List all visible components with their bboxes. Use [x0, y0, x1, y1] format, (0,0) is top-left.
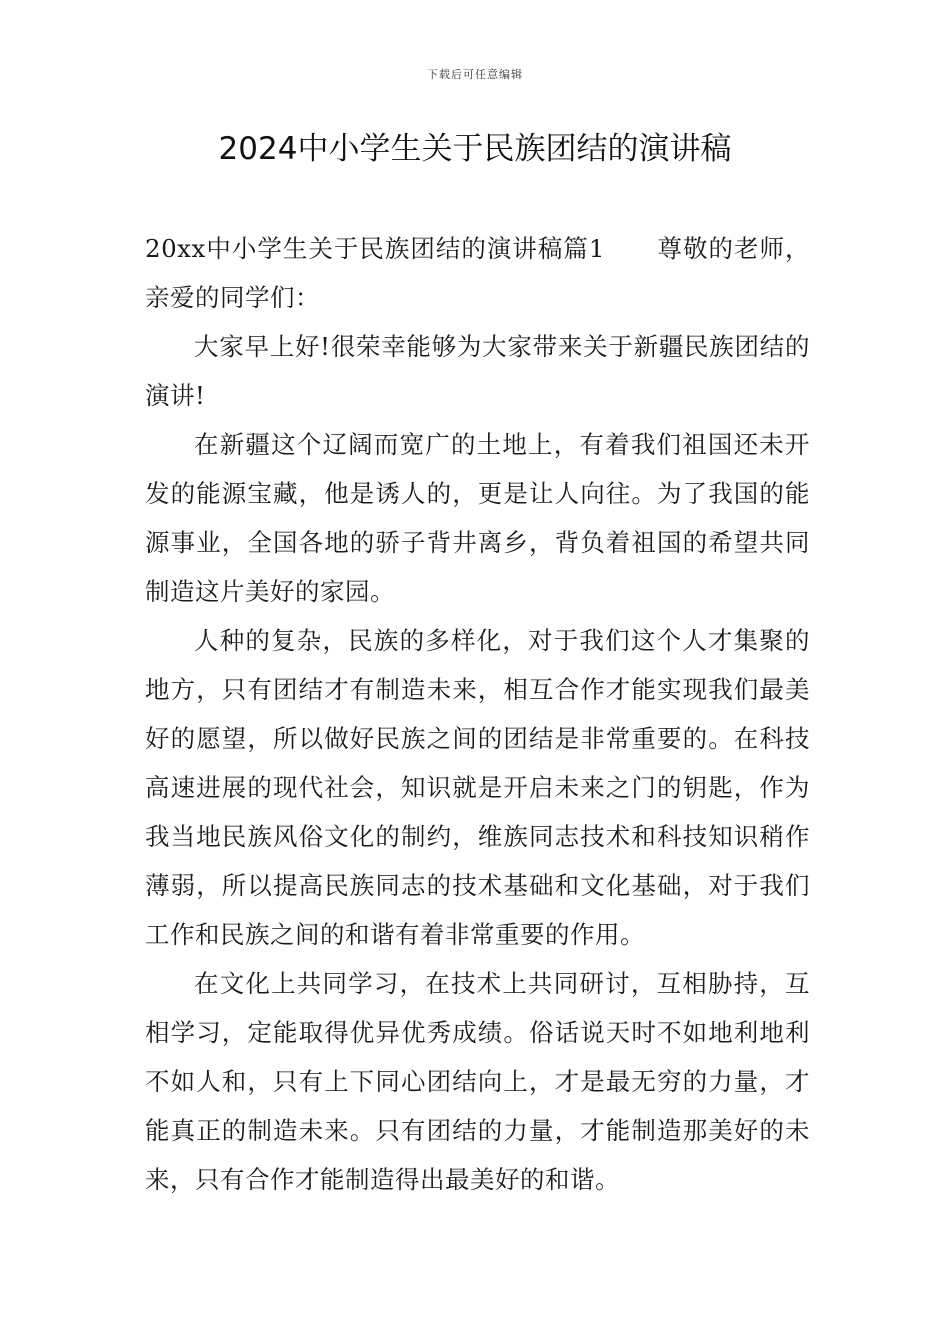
- page-header-note: 下载后可任意编辑: [427, 68, 523, 81]
- paragraph-greeting: 大家早上好!很荣幸能够为大家带来关于新疆民族团结的演讲!: [145, 332, 810, 410]
- document-body: [145, 224, 810, 1204]
- paragraph-cooperation: 在文化上共同学习，在技术上共同研讨，互相胁持，互相学习，定能取得优异优秀成绩。俗话说天时不如地利地利不如人和，只有上下同心团结向上，才是最无穷的力量，才能真正的制造未来。只有团结的力量，才能制造那美好的未来，只有合作才能制造得出最美好的和谐。: [145, 969, 810, 1194]
- salutation: 尊敬的老师，亲爱的同学们：: [145, 234, 810, 312]
- section-heading-line: [145, 224, 810, 322]
- section-heading: 20xx中小学生关于民族团结的演讲稿篇1: [145, 234, 605, 263]
- document-title: 2024中小学生关于民族团结的演讲稿: [218, 131, 732, 167]
- paragraph-xinjiang: 在新疆这个辽阔而宽广的土地上，有着我们祖国还未开发的能源宝藏，他是诱人的，更是让人向往。为了我国的能源事业，全国各地的骄子背井离乡，背负着祖国的希望共同制造这片美好的家园。: [145, 430, 810, 606]
- paragraph-unity: 人种的复杂，民族的多样化，对于我们这个人才集聚的地方，只有团结才有制造未来，相互合作才能实现我们最美好的愿望，所以做好民族之间的团结是非常重要的。在科技高速进展的现代社会，知识就是开启未来之门的钥匙，作为我当地民族风俗文化的制约，维族同志技术和科技知识稍作薄弱，所以提高民族同志的技术基础和文化基础，对于我们工作和民族之间的和谐有着非常重要的作用。: [145, 626, 810, 949]
